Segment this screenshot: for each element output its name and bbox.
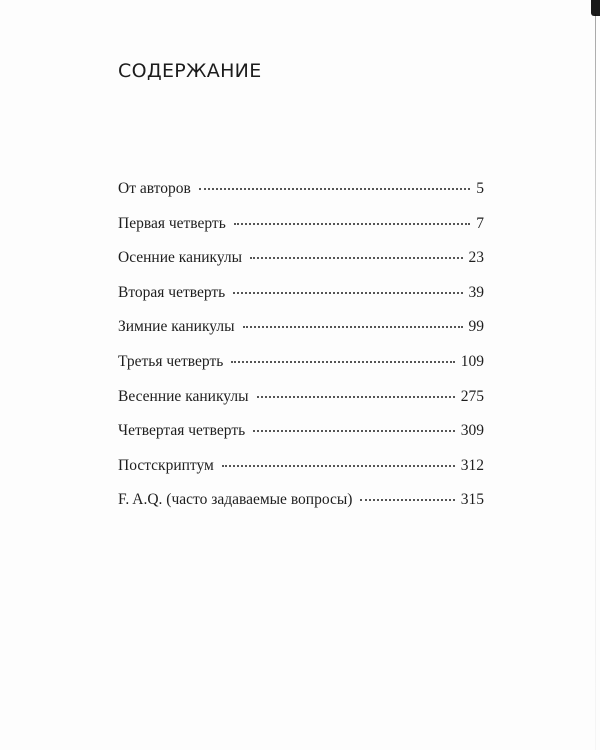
toc-entry <box>118 422 484 457</box>
dot-leader <box>257 396 455 398</box>
toc-entry <box>118 491 484 526</box>
dot-leader <box>222 465 455 467</box>
toc-entry-title: Третья четверть <box>118 352 224 370</box>
dot-leader <box>231 361 454 363</box>
toc-entry <box>118 284 484 319</box>
toc-entry-page: 23 <box>468 249 484 267</box>
toc-entry-title: Весенние каникулы <box>118 387 249 405</box>
dot-leader <box>250 257 462 259</box>
scan-edge-shadow <box>595 14 596 750</box>
toc-entry-page: 315 <box>460 491 484 509</box>
toc-entry-title: Осенние каникулы <box>118 249 243 267</box>
toc-entry-page: 312 <box>460 456 484 474</box>
dot-leader <box>360 499 454 501</box>
dot-leader <box>233 292 462 294</box>
dot-leader <box>253 430 455 432</box>
toc-entry-title: От авторов <box>118 180 191 197</box>
toc-entry-title: Постскриптум <box>118 456 214 474</box>
dot-leader <box>243 326 463 328</box>
toc-entry-page: 7 <box>476 214 484 232</box>
toc-entry <box>118 180 484 215</box>
toc-entry <box>118 318 484 353</box>
table-of-contents <box>118 180 484 526</box>
toc-entry <box>118 388 484 423</box>
toc-entry-page: 109 <box>460 352 484 370</box>
toc-entry-title: Вторая четверть <box>118 283 226 301</box>
toc-entry-page: 275 <box>460 387 484 405</box>
page-title: СОДЕРЖАНИЕ <box>118 60 262 82</box>
toc-entry <box>118 457 484 492</box>
toc-entry <box>118 215 484 250</box>
toc-entry-page: 309 <box>460 422 484 440</box>
toc-entry-title: Первая четверть <box>118 214 226 232</box>
dot-leader <box>234 223 470 225</box>
toc-entry-page: 99 <box>468 318 484 336</box>
toc-entry <box>118 249 484 284</box>
toc-entry-title: F. A.Q. (часто задаваемые вопросы) <box>118 491 353 509</box>
toc-entry-page: 39 <box>468 283 484 301</box>
dot-leader <box>199 188 470 190</box>
toc-entry-title: Четвертая четверть <box>118 422 246 440</box>
toc-entry-page: 5 <box>476 180 484 197</box>
toc-entry-title: Зимние каникулы <box>118 318 235 336</box>
toc-entry <box>118 353 484 388</box>
